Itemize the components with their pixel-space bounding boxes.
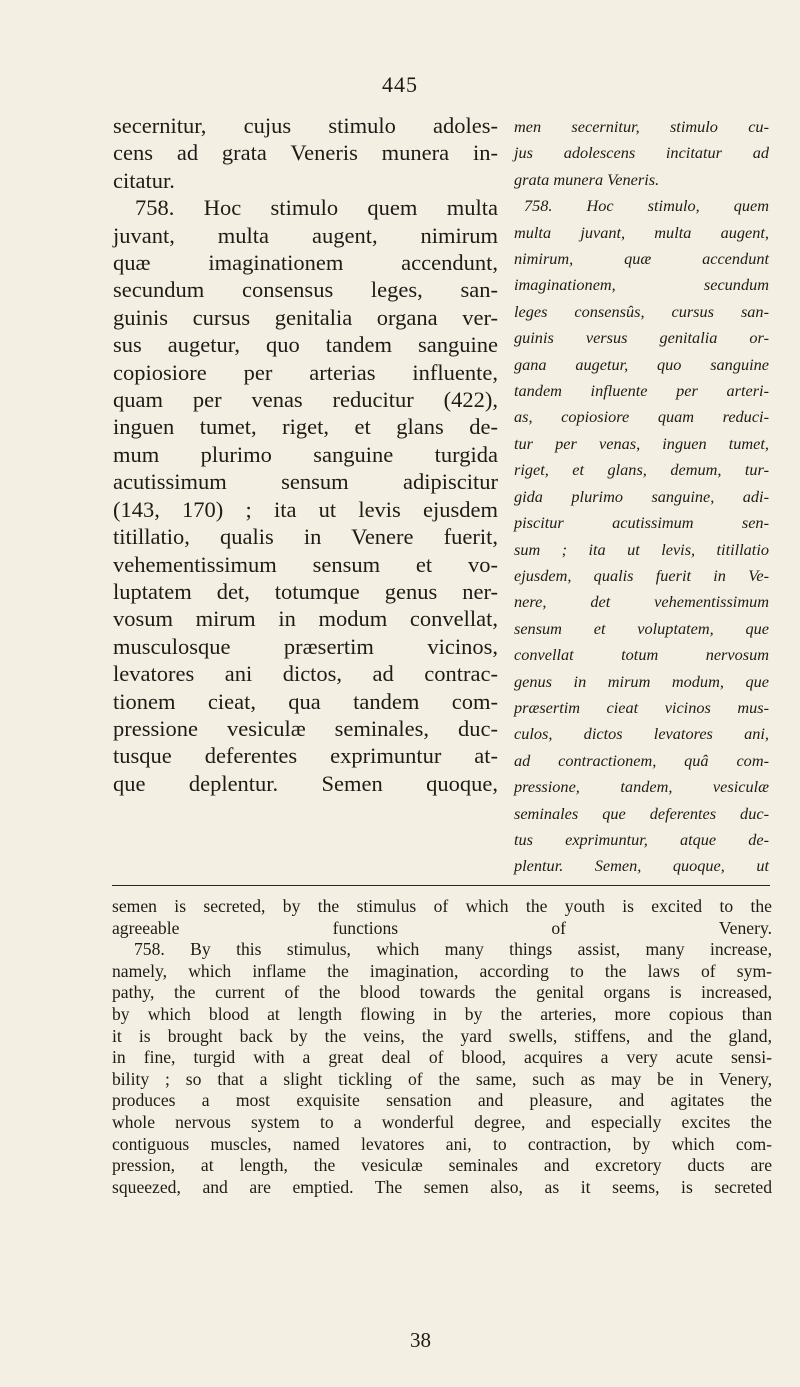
translation-line: whole nervous system to a wonderful degree, and especially excites the bbox=[112, 1111, 772, 1132]
ordo-line: gida plurimo sanguine, adi- bbox=[514, 486, 769, 506]
latin-line: tusque deferentes exprimuntur at- bbox=[113, 743, 498, 769]
ordo-line: tur per venas, inguen tumet, bbox=[514, 433, 769, 453]
latin-line: juvant, multa augent, nimirum bbox=[113, 222, 498, 248]
ordo-line: ejusdem, qualis fuerit in Ve- bbox=[514, 565, 769, 585]
latin-line: luptatem det, totumque genus ner- bbox=[113, 578, 498, 604]
translation-line: pathy, the current of the blood towards the genital organs is increased, bbox=[112, 982, 772, 1003]
latin-line: tionem cieat, qua tandem com- bbox=[113, 688, 498, 714]
ordo-line: riget, et glans, demum, tur- bbox=[514, 460, 769, 480]
latin-line: vosum mirum in modum convellat, bbox=[113, 606, 498, 632]
translation-paragraph-start: 758. By this stimulus, which many things assist, many increase, bbox=[134, 939, 772, 960]
latin-line: vehementissimum sensum et vo- bbox=[113, 551, 498, 577]
ordo-verborum-column bbox=[514, 114, 769, 880]
ordo-line: tus exprimuntur, atque de- bbox=[514, 829, 769, 849]
ordo-line: jus adolescens incitatur ad bbox=[514, 143, 769, 163]
ordo-line: leges consensûs, cursus san- bbox=[514, 301, 769, 321]
latin-line: titillatio, qualis in Venere fuerit, bbox=[113, 524, 498, 550]
translation-line: squeezed, and are emptied. The semen also, as it seems, is secreted bbox=[112, 1176, 772, 1197]
latin-line: quæ imaginationem accendunt, bbox=[113, 250, 498, 276]
translation-line: in fine, turgid with a great deal of blood, acquires a very acute sensi- bbox=[112, 1047, 772, 1068]
ordo-line: pressione, tandem, vesiculæ bbox=[514, 777, 769, 797]
translation-line: by which blood at length flowing in by the arteries, more copious than bbox=[112, 1003, 772, 1024]
ordo-line: sum ; ita ut levis, titillatio bbox=[514, 539, 769, 559]
signature-mark: 38 bbox=[410, 1328, 431, 1352]
latin-text-column bbox=[113, 112, 498, 797]
ordo-line: tandem influente per arteri- bbox=[514, 381, 769, 401]
ordo-line: culos, dictos levatores ani, bbox=[514, 724, 769, 744]
ordo-line: præsertim cieat vicinos mus- bbox=[514, 697, 769, 717]
ordo-paragraph-start: 758. Hoc stimulo, quem bbox=[524, 196, 769, 216]
english-translation bbox=[112, 896, 772, 1198]
latin-line: citatur. bbox=[113, 167, 175, 193]
ordo-line: ad contractionem, quâ com- bbox=[514, 750, 769, 770]
ordo-line: seminales que deferentes duc- bbox=[514, 803, 769, 823]
ordo-line: grata munera Veneris. bbox=[514, 169, 660, 189]
latin-line: cens ad grata Veneris munera in- bbox=[113, 140, 498, 166]
ordo-line: piscitur acutissimum sen- bbox=[514, 513, 769, 533]
ordo-line: as, copiosiore quam reduci- bbox=[514, 407, 769, 427]
latin-line: musculosque præsertim vicinos, bbox=[113, 633, 498, 659]
latin-line: sus augetur, quo tandem sanguine bbox=[113, 332, 498, 358]
ordo-line: nere, det vehementissimum bbox=[514, 592, 769, 612]
translation-line: produces a most exquisite sensation and pleasure, and agitates the bbox=[112, 1090, 772, 1111]
latin-line: levatores ani dictos, ad contrac- bbox=[113, 661, 498, 687]
ordo-line: sensum et voluptatem, que bbox=[514, 618, 769, 638]
section-divider bbox=[112, 885, 770, 886]
latin-line: acutissimum sensum adipiscitur bbox=[113, 469, 498, 495]
translation-line: agreeable functions of Venery. bbox=[112, 917, 772, 938]
ordo-line: men secernitur, stimulo cu- bbox=[514, 117, 769, 136]
latin-line: secernitur, cujus stimulo adoles- bbox=[113, 113, 498, 138]
ordo-line: multa juvant, multa augent, bbox=[514, 222, 769, 242]
latin-line: (143, 170) ; ita ut levis ejusdem bbox=[113, 496, 498, 522]
latin-line: pressione vesiculæ seminales, duc- bbox=[113, 715, 498, 741]
translation-line: pression, at length, the vesiculæ seminales and excretory ducts are bbox=[112, 1155, 772, 1176]
translation-line: it is brought back by the veins, the yard swells, stiffens, and the gland, bbox=[112, 1025, 772, 1046]
translation-line: semen is secreted, by the stimulus of which the youth is excited to the bbox=[112, 896, 772, 916]
ordo-line: gana augetur, quo sanguine bbox=[514, 354, 769, 374]
latin-line: guinis cursus genitalia organa ver- bbox=[113, 304, 498, 330]
ordo-line: convellat totum nervosum bbox=[514, 645, 769, 665]
ordo-line: imaginationem, secundum bbox=[514, 275, 769, 295]
translation-line: contiguous muscles, named levatores ani, to contraction, by which com- bbox=[112, 1133, 772, 1154]
ordo-line: plentur. Semen, quoque, ut bbox=[514, 856, 769, 876]
ordo-line: guinis versus genitalia or- bbox=[514, 328, 769, 348]
translation-line: bility ; so that a slight tickling of the same, such as may be in Venery, bbox=[112, 1068, 772, 1089]
latin-line: secundum consensus leges, san- bbox=[113, 277, 498, 303]
page-number: 445 bbox=[382, 72, 418, 97]
translation-line: namely, which inflame the imagination, according to the laws of sym- bbox=[112, 960, 772, 981]
latin-line: que deplentur. Semen quoque, bbox=[113, 770, 498, 796]
latin-line: inguen tumet, riget, et glans de- bbox=[113, 414, 498, 440]
latin-line: mum plurimo sanguine turgida bbox=[113, 441, 498, 467]
latin-line: quam per venas reducitur (422), bbox=[113, 387, 498, 413]
latin-line: copiosiore per arterias influente, bbox=[113, 359, 498, 385]
latin-paragraph-start: 758. Hoc stimulo quem multa bbox=[135, 195, 498, 221]
ordo-line: nimirum, quæ accendunt bbox=[514, 249, 769, 269]
ordo-line: genus in mirum modum, que bbox=[514, 671, 769, 691]
